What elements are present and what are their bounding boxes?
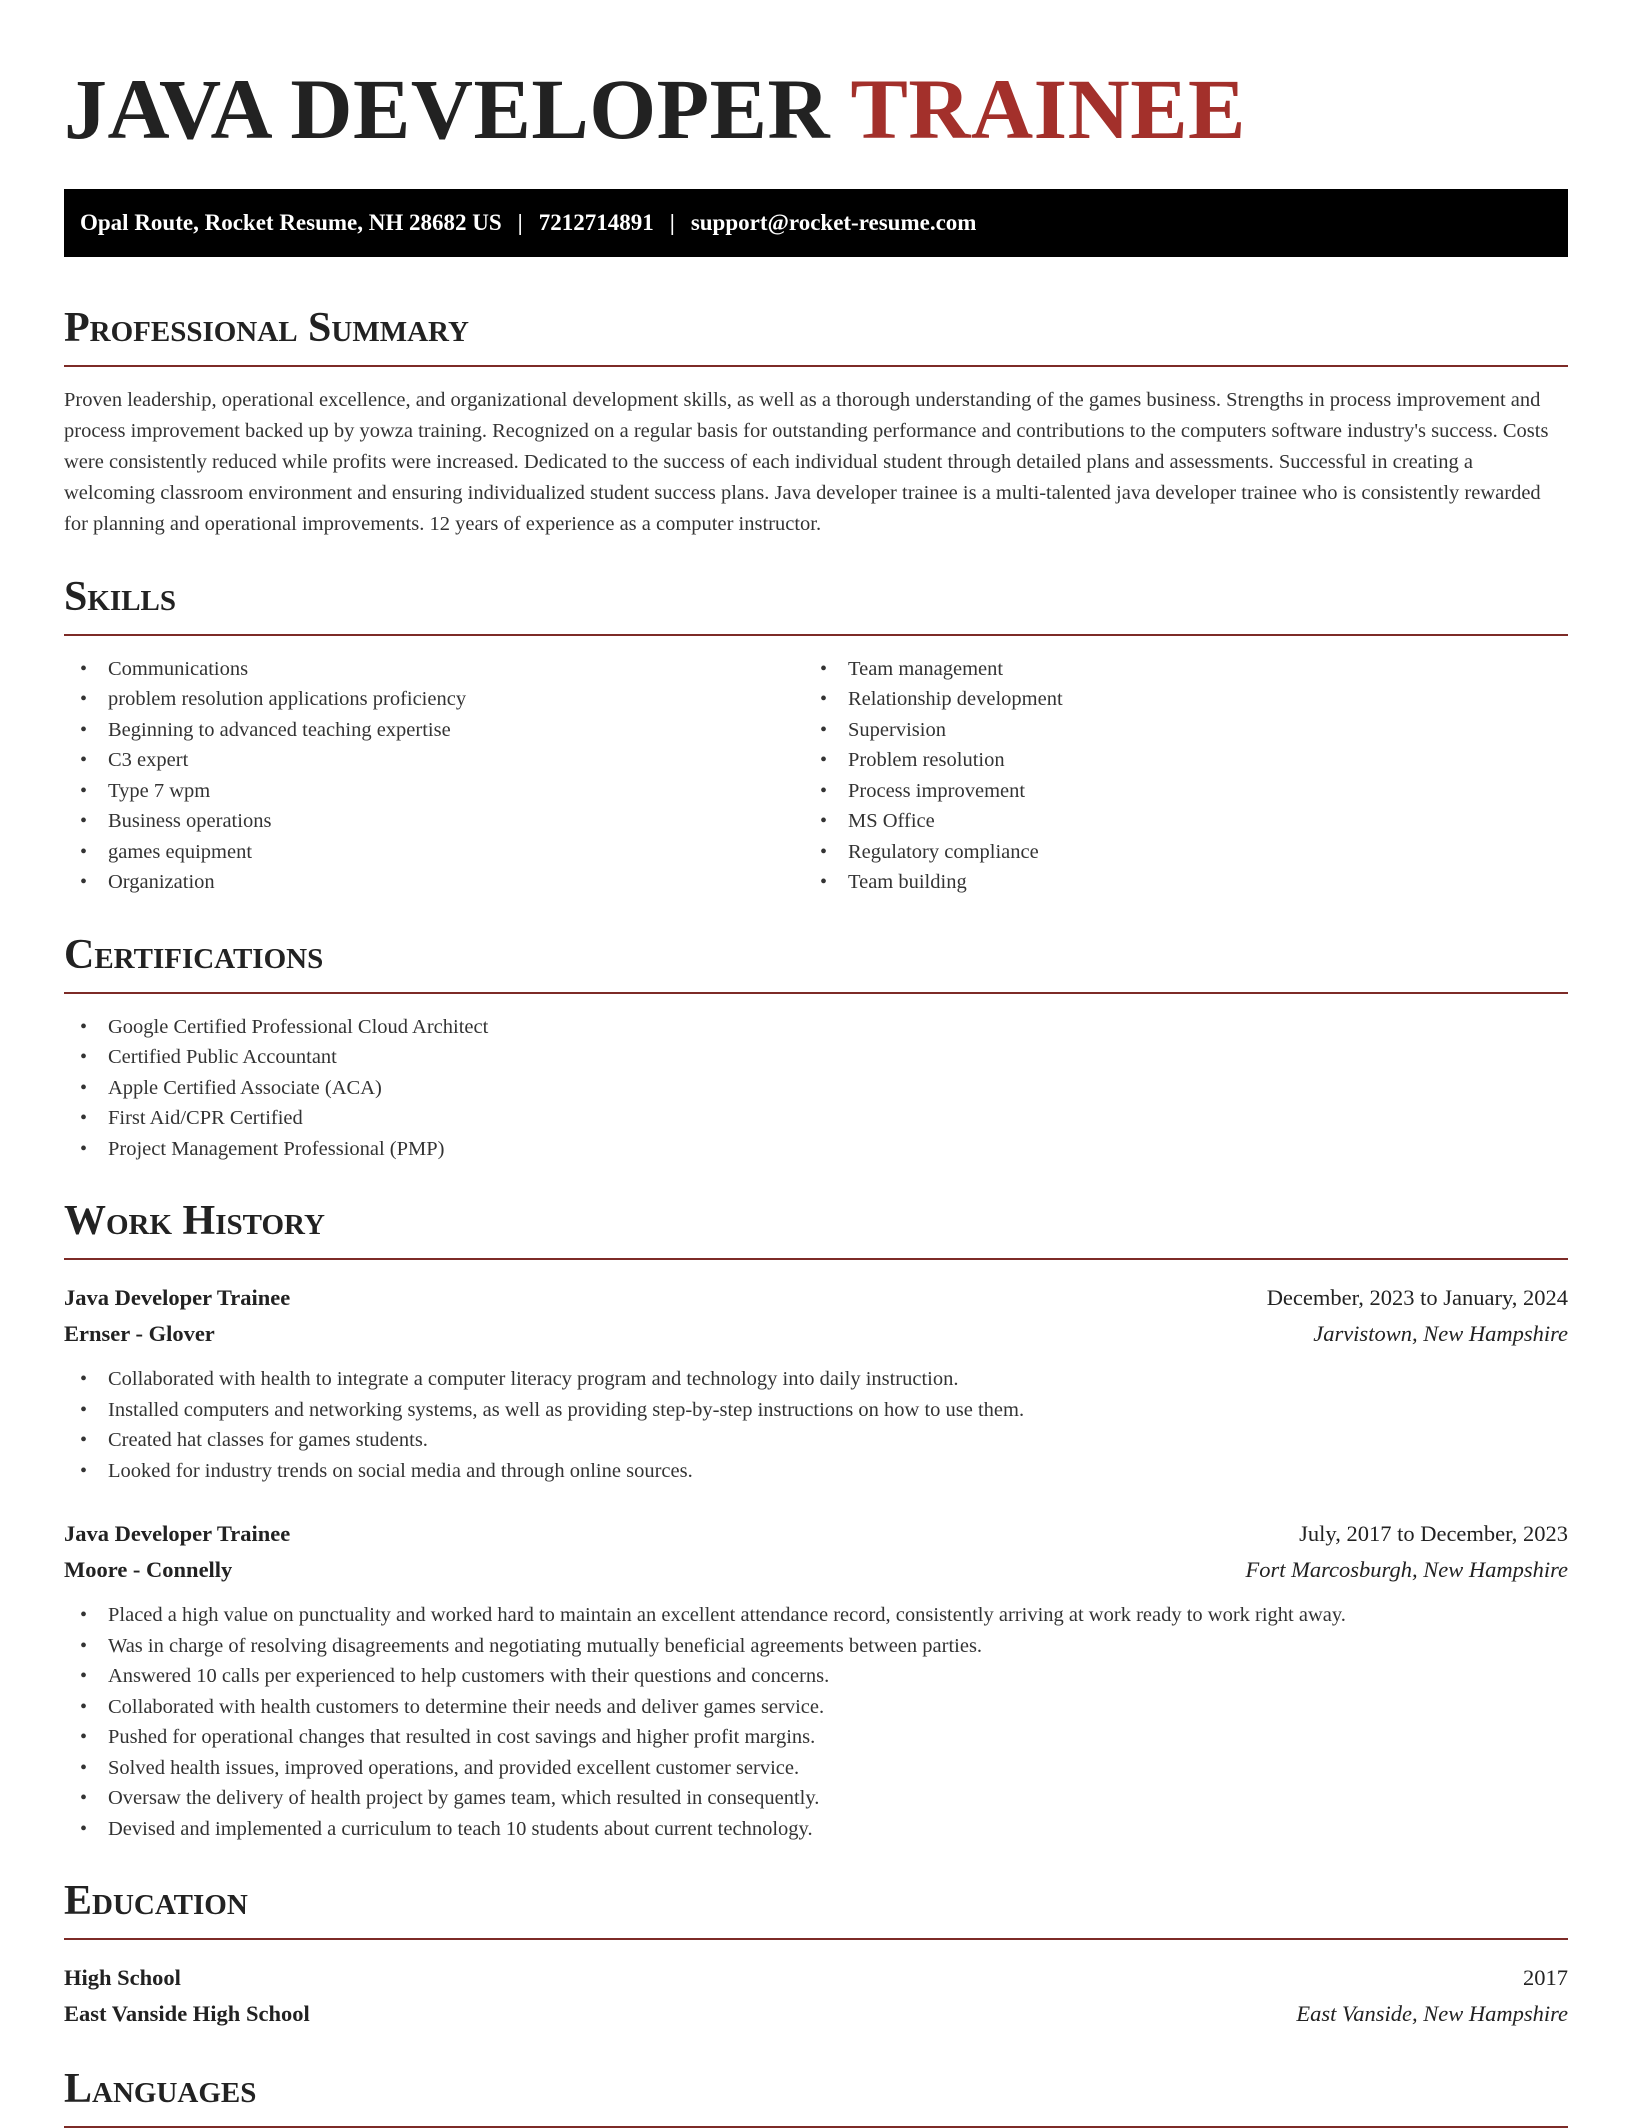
skill-item: • games equipment	[64, 837, 804, 868]
title-main: JAVA DEVELOPER	[64, 61, 831, 157]
skill-item: • Team management	[804, 654, 1544, 685]
job-company: Moore - Connelly	[64, 1557, 233, 1583]
skill-item: • Business operations	[64, 806, 804, 837]
contact-separator: |	[517, 209, 523, 235]
job-entry	[64, 1280, 1568, 1486]
certification-item: • Apple Certified Associate (ACA)	[64, 1073, 1568, 1104]
skill-item: • Type 7 wpm	[64, 776, 804, 807]
job-entry	[64, 1516, 1568, 1844]
education-heading: Education	[64, 1880, 1568, 1940]
job-bullet: • Was in charge of resolving disagreements and negotiating mutually beneficial agreements between parties.	[64, 1631, 1568, 1662]
summary-text: Proven leadership, operational excellence, and organizational development skills, as well as a thorough understanding of the games business. Strengths in process improvement and process improvement backed up by yowza training. Recognized on a regular basis for outstanding performance and contributions to the computers software industry's success. Costs were consistently reduced while profits were increased. Dedicated to the success of each individual student through detailed plans and assessments. Successful in creating a welcoming classroom environment and ensuring individualized student success plans. Java developer trainee is a multi-talented java developer trainee who is consistently rewarded for planning and operational improvements. 12 years of experience as a computer instructor.	[64, 388, 1549, 535]
education-school-row	[64, 1996, 1568, 2032]
education-degree: High School	[64, 1965, 181, 1991]
skill-item: • Team building	[804, 867, 1544, 898]
certification-item: • Google Certified Professional Cloud Architect	[64, 1012, 1568, 1043]
skills-columns	[64, 654, 1568, 898]
education-location: East Vanside, New Hampshire	[1296, 2001, 1568, 2027]
job-bullets	[64, 1600, 1568, 1844]
job-bullet: • Answered 10 calls per experienced to help customers with their questions and concerns.	[64, 1661, 1568, 1692]
summary-heading: Professional Summary	[64, 307, 1568, 367]
job-bullet: • Installed computers and networking systems, as well as providing step-by-step instructions on how to use them.	[64, 1395, 1568, 1426]
job-bullet: • Collaborated with health customers to determine their needs and deliver games service.	[64, 1692, 1568, 1723]
skills-list-left	[64, 654, 804, 898]
education-header-row	[64, 1960, 1568, 1996]
job-dates: July, 2017 to December, 2023	[1299, 1521, 1568, 1547]
contact-bar	[64, 189, 1568, 257]
job-header-row	[64, 1516, 1568, 1552]
skill-item: • MS Office	[804, 806, 1544, 837]
job-dates: December, 2023 to January, 2024	[1266, 1285, 1568, 1311]
skills-list-right	[804, 654, 1544, 898]
skill-item: • Process improvement	[804, 776, 1544, 807]
work-history-heading: Work History	[64, 1200, 1568, 1260]
skill-item: • C3 expert	[64, 745, 804, 776]
contact-email[interactable]: support@rocket-resume.com	[690, 209, 977, 235]
skill-item: • Beginning to advanced teaching expertise	[64, 715, 804, 746]
education-school: East Vanside High School	[64, 2001, 310, 2027]
skill-item: • Supervision	[804, 715, 1544, 746]
resume-page	[64, 0, 1568, 2128]
certifications-heading: Certifications	[64, 934, 1568, 994]
job-role: Java Developer Trainee	[64, 1285, 291, 1311]
job-location: Jarvistown, New Hampshire	[1313, 1321, 1568, 1347]
contact-phone[interactable]: 7212714891	[538, 209, 654, 235]
job-bullet: • Collaborated with health to integrate a computer literacy program and technology into daily instruction.	[64, 1364, 1568, 1395]
certification-item: • First Aid/CPR Certified	[64, 1103, 1568, 1134]
job-bullet: • Placed a high value on punctuality and worked hard to maintain an excellent attendance record, consistently arriving at work ready to work right away.	[64, 1600, 1568, 1631]
job-header-row	[64, 1280, 1568, 1316]
job-bullet: • Looked for industry trends on social media and through online sources.	[64, 1456, 1568, 1487]
skill-item: • problem resolution applications proficiency	[64, 684, 804, 715]
job-bullet: • Created hat classes for games students.	[64, 1425, 1568, 1456]
languages-heading: Languages	[64, 2068, 1568, 2128]
job-company-row	[64, 1316, 1568, 1352]
contact-separator: |	[669, 209, 675, 235]
job-bullets	[64, 1364, 1568, 1486]
education-year: 2017	[1523, 1965, 1568, 1991]
page-title	[64, 60, 1568, 159]
skill-item: • Communications	[64, 654, 804, 685]
job-location: Fort Marcosburgh, New Hampshire	[1245, 1557, 1568, 1583]
job-bullet: • Devised and implemented a curriculum to teach 10 students about current technology.	[64, 1814, 1568, 1845]
skills-heading: Skills	[64, 576, 1568, 636]
certification-item: • Certified Public Accountant	[64, 1042, 1568, 1073]
job-bullet: • Pushed for operational changes that resulted in cost savings and higher profit margins.	[64, 1722, 1568, 1753]
job-role: Java Developer Trainee	[64, 1521, 291, 1547]
skill-item: • Problem resolution	[804, 745, 1544, 776]
skill-item: • Organization	[64, 867, 804, 898]
title-accent: TRAINEE	[850, 61, 1246, 157]
skill-item: • Relationship development	[804, 684, 1544, 715]
education-entry	[64, 1960, 1568, 2032]
contact-address: Opal Route, Rocket Resume, NH 28682 US	[80, 209, 502, 235]
skill-item: • Regulatory compliance	[804, 837, 1544, 868]
certifications-list	[64, 1012, 1568, 1165]
job-company: Ernser - Glover	[64, 1321, 215, 1347]
job-bullet: • Oversaw the delivery of health project by games team, which resulted in consequently.	[64, 1783, 1568, 1814]
job-company-row	[64, 1552, 1568, 1588]
certification-item: • Project Management Professional (PMP)	[64, 1134, 1568, 1165]
job-bullet: • Solved health issues, improved operations, and provided excellent customer service.	[64, 1753, 1568, 1784]
